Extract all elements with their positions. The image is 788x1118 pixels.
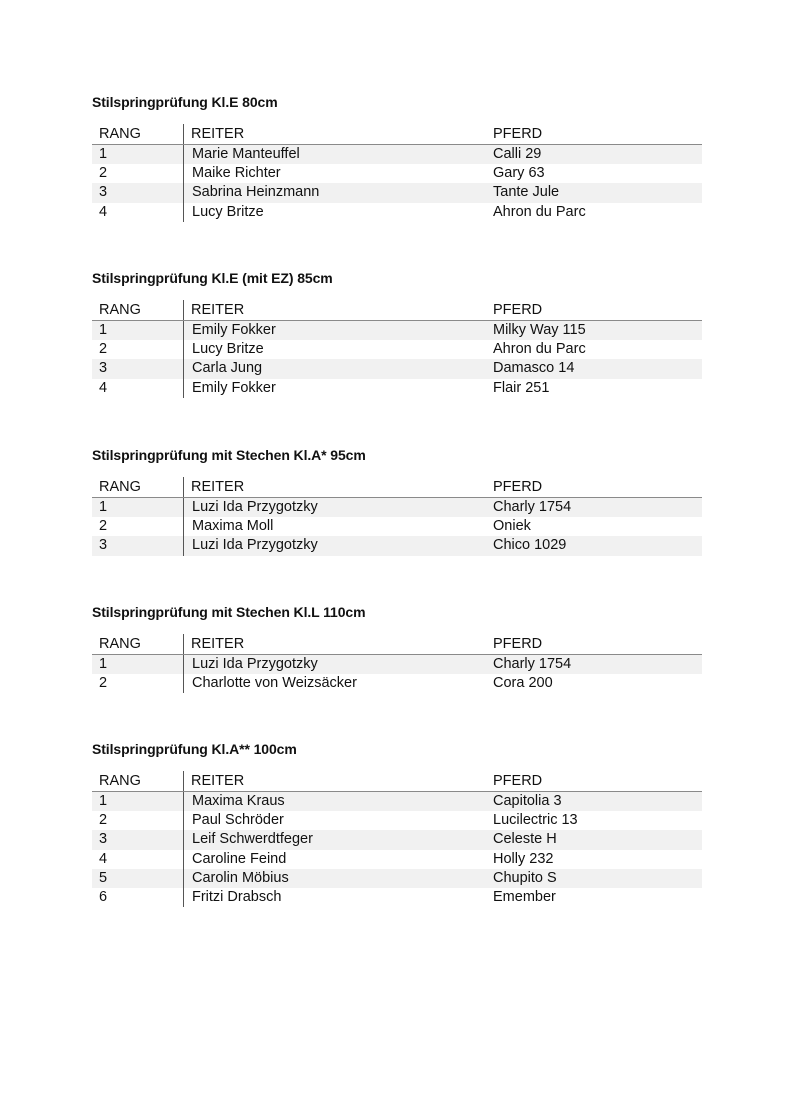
result-section [92, 92, 696, 222]
section-title: Stilspringprüfung Kl.E (mit EZ) 85cm [92, 270, 333, 286]
horse-cell: Charly 1754 [493, 498, 702, 518]
rank-cell: 2 [92, 674, 184, 693]
results-table [92, 477, 702, 556]
section-title: Stilspringprüfung mit Stechen Kl.A* 95cm [92, 447, 366, 463]
rider-cell: Emily Fokker [192, 379, 276, 396]
table-row [92, 359, 702, 378]
column-header-rang: RANG [92, 634, 184, 655]
table-header-row [92, 771, 702, 792]
horse-cell: Tante Jule [493, 183, 702, 202]
horse-cell: Celeste H [493, 830, 702, 849]
table-header-row [92, 477, 702, 498]
rider-cell: Maxima Moll [192, 518, 274, 535]
rank-cell: 3 [92, 536, 184, 555]
horse-cell: Flair 251 [493, 379, 550, 396]
table-header-row [92, 124, 702, 145]
section-title: Stilspringprüfung Kl.E 80cm [92, 94, 278, 110]
column-header-reiter: REITER [184, 124, 494, 145]
table-row [92, 674, 702, 693]
horse-cell: Capitolia 3 [493, 792, 702, 812]
column-header-pferd: PFERD [493, 124, 702, 145]
rider-cell: Charlotte von Weizsäcker [192, 675, 357, 692]
horse-cell: Emember [493, 889, 556, 906]
rider-cell: Sabrina Heinzmann [184, 183, 494, 202]
column-header-reiter: REITER [184, 300, 494, 321]
column-header-reiter: REITER [184, 634, 494, 655]
table-row [92, 869, 702, 888]
rank-cell: 2 [92, 164, 184, 183]
rank-cell: 2 [92, 811, 184, 830]
table-row [92, 203, 702, 222]
table-row [92, 164, 702, 183]
horse-cell: Lucilectric 13 [493, 812, 578, 829]
results-table [92, 300, 702, 398]
horse-cell: Chico 1029 [493, 536, 702, 555]
section-title: Stilspringprüfung mit Stechen Kl.L 110cm [92, 604, 366, 620]
table-row [92, 536, 702, 555]
section-title: Stilspringprüfung Kl.A** 100cm [92, 741, 297, 757]
table-row [92, 850, 702, 869]
table-row [92, 379, 702, 398]
table-row [92, 792, 702, 812]
rank-cell: 6 [92, 888, 184, 907]
rank-cell: 3 [92, 183, 184, 202]
rider-cell: Leif Schwerdtfeger [184, 830, 494, 849]
rank-cell: 4 [92, 379, 184, 398]
rider-cell: Lucy Britze [192, 203, 264, 220]
table-row [92, 830, 702, 849]
rank-cell: 5 [92, 869, 184, 888]
column-header-pferd: PFERD [493, 634, 702, 655]
results-table [92, 771, 702, 907]
horse-cell: Charly 1754 [493, 655, 702, 675]
table-row [92, 517, 702, 536]
rider-cell: Fritzi Drabsch [192, 889, 282, 906]
horse-cell: Cora 200 [493, 675, 553, 692]
table-row [92, 498, 702, 518]
column-header-rang: RANG [92, 124, 184, 145]
rider-cell: Luzi Ida Przygotzky [184, 655, 494, 675]
rider-cell: Paul Schröder [192, 812, 284, 829]
rank-cell: 1 [92, 498, 184, 518]
rank-cell: 4 [92, 203, 184, 222]
rank-cell: 1 [92, 321, 184, 341]
table-header-row [92, 300, 702, 321]
column-header-pferd: PFERD [493, 477, 702, 498]
rank-cell: 3 [92, 830, 184, 849]
horse-cell: Milky Way 115 [493, 321, 702, 341]
column-header-rang: RANG [92, 477, 184, 498]
rider-cell: Luzi Ida Przygotzky [184, 536, 494, 555]
table-row [92, 145, 702, 165]
table-row [92, 811, 702, 830]
rider-cell: Caroline Feind [192, 850, 287, 867]
rank-cell: 2 [92, 340, 184, 359]
column-header-reiter: REITER [184, 477, 494, 498]
rider-cell: Carla Jung [184, 359, 494, 378]
rank-cell: 1 [92, 655, 184, 675]
horse-cell: Damasco 14 [493, 359, 702, 378]
column-header-reiter: REITER [184, 771, 494, 792]
table-row [92, 321, 702, 341]
horse-cell: Ahron du Parc [493, 341, 586, 358]
rank-cell: 4 [92, 850, 184, 869]
rank-cell: 3 [92, 359, 184, 378]
results-table [92, 124, 702, 222]
horse-cell: Holly 232 [493, 850, 554, 867]
table-row [92, 888, 702, 907]
column-header-rang: RANG [92, 300, 184, 321]
result-section [92, 445, 696, 556]
table-row [92, 183, 702, 202]
horse-cell: Ahron du Parc [493, 203, 586, 220]
horse-cell: Oniek [493, 518, 531, 535]
column-header-pferd: PFERD [493, 300, 702, 321]
results-table [92, 634, 702, 693]
horse-cell: Calli 29 [493, 145, 702, 165]
table-row [92, 655, 702, 675]
rider-cell: Emily Fokker [184, 321, 494, 341]
result-section [92, 268, 696, 398]
rider-cell: Maxima Kraus [184, 792, 494, 812]
rank-cell: 1 [92, 145, 184, 165]
column-header-pferd: PFERD [493, 771, 702, 792]
rider-cell: Carolin Möbius [184, 869, 494, 888]
table-header-row [92, 634, 702, 655]
result-section [92, 739, 696, 907]
rank-cell: 2 [92, 517, 184, 536]
rider-cell: Marie Manteuffel [184, 145, 494, 165]
rider-cell: Lucy Britze [192, 341, 264, 358]
column-header-rang: RANG [92, 771, 184, 792]
result-section [92, 602, 696, 693]
rank-cell: 1 [92, 792, 184, 812]
rider-cell: Luzi Ida Przygotzky [184, 498, 494, 518]
rider-cell: Maike Richter [192, 165, 281, 182]
horse-cell: Gary 63 [493, 165, 545, 182]
table-row [92, 340, 702, 359]
horse-cell: Chupito S [493, 869, 702, 888]
